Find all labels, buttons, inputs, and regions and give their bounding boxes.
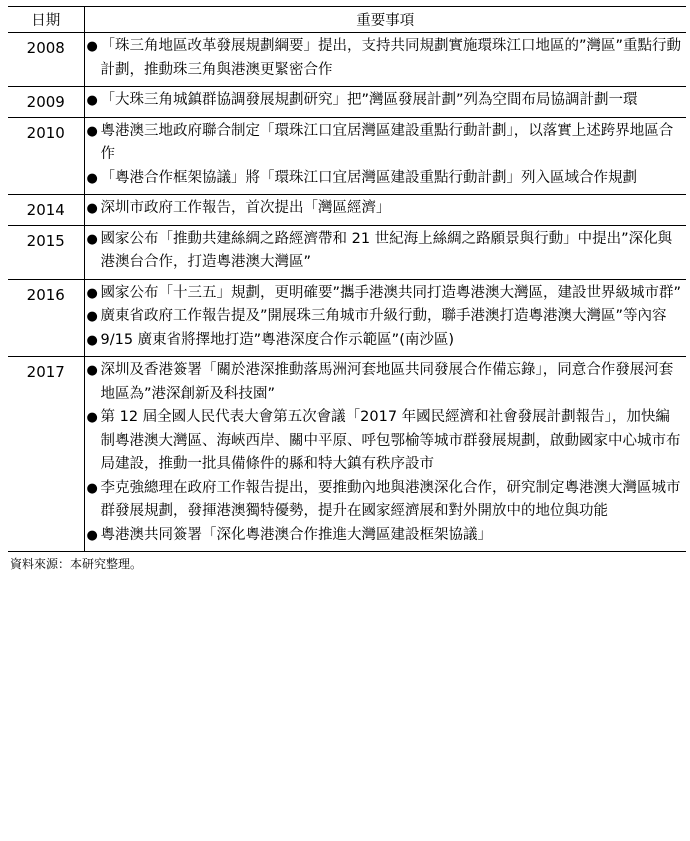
bullet-icon: ● — [86, 363, 98, 378]
table-row — [8, 33, 686, 87]
event-text: 第 12 屆全國人民代表大會第五次會議「2017 年國民經濟和社會發展計劃報告」，加快編制粵港澳大灣區、海峽西岸、關中平原、呼包鄂榆等城市群發展規劃，啟動國家中心城市布局建設，推動一批具備條件的縣和特大鎮有秩序設市 — [100, 409, 681, 472]
bullet-icon: ● — [86, 410, 98, 425]
bullet-icon: ● — [86, 480, 98, 496]
event-text: 9/15 廣東省將擇地打造”粵港深度合作示範區”(南沙區) — [100, 331, 455, 348]
year-cell: 2015 — [8, 225, 84, 279]
events-cell — [84, 33, 686, 87]
events-column-header: 重要事項 — [84, 7, 686, 33]
table-row — [8, 87, 686, 118]
year-cell: 2008 — [8, 33, 84, 87]
year-cell: 2017 — [8, 357, 84, 552]
table-row — [8, 117, 686, 195]
event-item — [87, 197, 683, 221]
event-text: 「大珠三角城鎮群協調發展規劃研究」把”灣區發展計劃”列為空間布局協調計劃一環 — [100, 92, 638, 108]
bullet-icon: ● — [86, 231, 98, 247]
event-item — [87, 406, 683, 477]
bullet-icon: ● — [86, 285, 98, 301]
bullet-icon: ● — [86, 39, 98, 54]
event-text: 李克強總理在政府工作報告提出，要推動內地與港澳深化合作，研究制定粵港澳大灣區城市群發展規劃，發揮港澳獨特優勢，提升在國家經濟展和對外開放中的地位與功能 — [100, 479, 681, 519]
event-text: 深圳市政府工作報告，首次提出「灣區經濟」 — [100, 200, 391, 216]
event-text: 廣東省政府工作報告提及”開展珠三角城市升級行動，聯手港澳打造粵港澳大灣區”等內容 — [100, 308, 667, 324]
bullet-icon: ● — [86, 170, 98, 186]
year-cell: 2010 — [8, 117, 84, 195]
year-cell: 2014 — [8, 195, 84, 226]
events-cell — [84, 279, 686, 357]
bullet-icon: ● — [86, 93, 98, 108]
event-text: 國家公布「十三五」規劃，更明確要”攜手港澳共同打造粵港澳大灣區，建設世界級城市群” — [100, 284, 682, 301]
event-item — [87, 228, 683, 275]
event-item — [87, 524, 683, 548]
event-text: 粵港澳共同簽署「深化粵港澳合作推進大灣區建設框架協議」 — [100, 526, 492, 543]
timeline-document — [8, 6, 686, 572]
table-row — [8, 279, 686, 357]
event-item — [87, 305, 683, 329]
event-text: 「粵港合作框架協議」將「環珠江口宜居灣區建設重點行動計劃」列入區域合作規劃 — [100, 169, 637, 186]
table-row — [8, 225, 686, 279]
bullet-icon: ● — [86, 527, 98, 543]
event-item — [87, 167, 683, 191]
date-column-header: 日期 — [8, 7, 84, 33]
events-cell — [84, 195, 686, 226]
year-cell: 2016 — [8, 279, 84, 357]
event-text: 國家公布「推動共建絲綢之路經濟帶和 21 世紀海上絲綢之路願景與行動」中提出”深化與港澳台合作，打造粵港澳大灣區” — [100, 230, 673, 270]
bullet-icon: ● — [86, 123, 98, 139]
timeline-table — [8, 6, 686, 552]
event-item — [87, 282, 683, 306]
bullet-icon: ● — [86, 309, 98, 324]
event-text: 深圳及香港簽署「關於港深推動落馬洲河套地區共同發展合作備忘錄」，同意合作發展河套地區為”港深創新及科技園” — [100, 362, 674, 402]
event-item — [87, 329, 683, 353]
event-item — [87, 120, 683, 167]
event-text: 粵港澳三地政府聯合制定「環珠江口宜居灣區建設重點行動計劃」，以落實上述跨界地區合作 — [100, 122, 674, 162]
event-text: 「珠三角地區改革發展規劃綱要」提出，支持共同規劃實施環珠江口地區的”灣區”重點行動計劃，推動珠三角與港澳更緊密合作 — [100, 38, 682, 78]
source-note: 資料來源：本研究整理。 — [10, 557, 143, 571]
table-row — [8, 357, 686, 552]
events-cell — [84, 225, 686, 279]
events-cell — [84, 117, 686, 195]
event-item — [87, 35, 683, 82]
table-row — [8, 195, 686, 226]
table-body — [8, 33, 686, 552]
table-header-row — [8, 7, 686, 33]
events-cell — [84, 357, 686, 552]
event-item — [87, 89, 683, 113]
bullet-icon: ● — [86, 332, 98, 348]
events-cell — [84, 87, 686, 118]
bullet-icon: ● — [86, 201, 98, 216]
event-item — [87, 477, 683, 524]
year-cell: 2009 — [8, 87, 84, 118]
event-item — [87, 359, 683, 406]
